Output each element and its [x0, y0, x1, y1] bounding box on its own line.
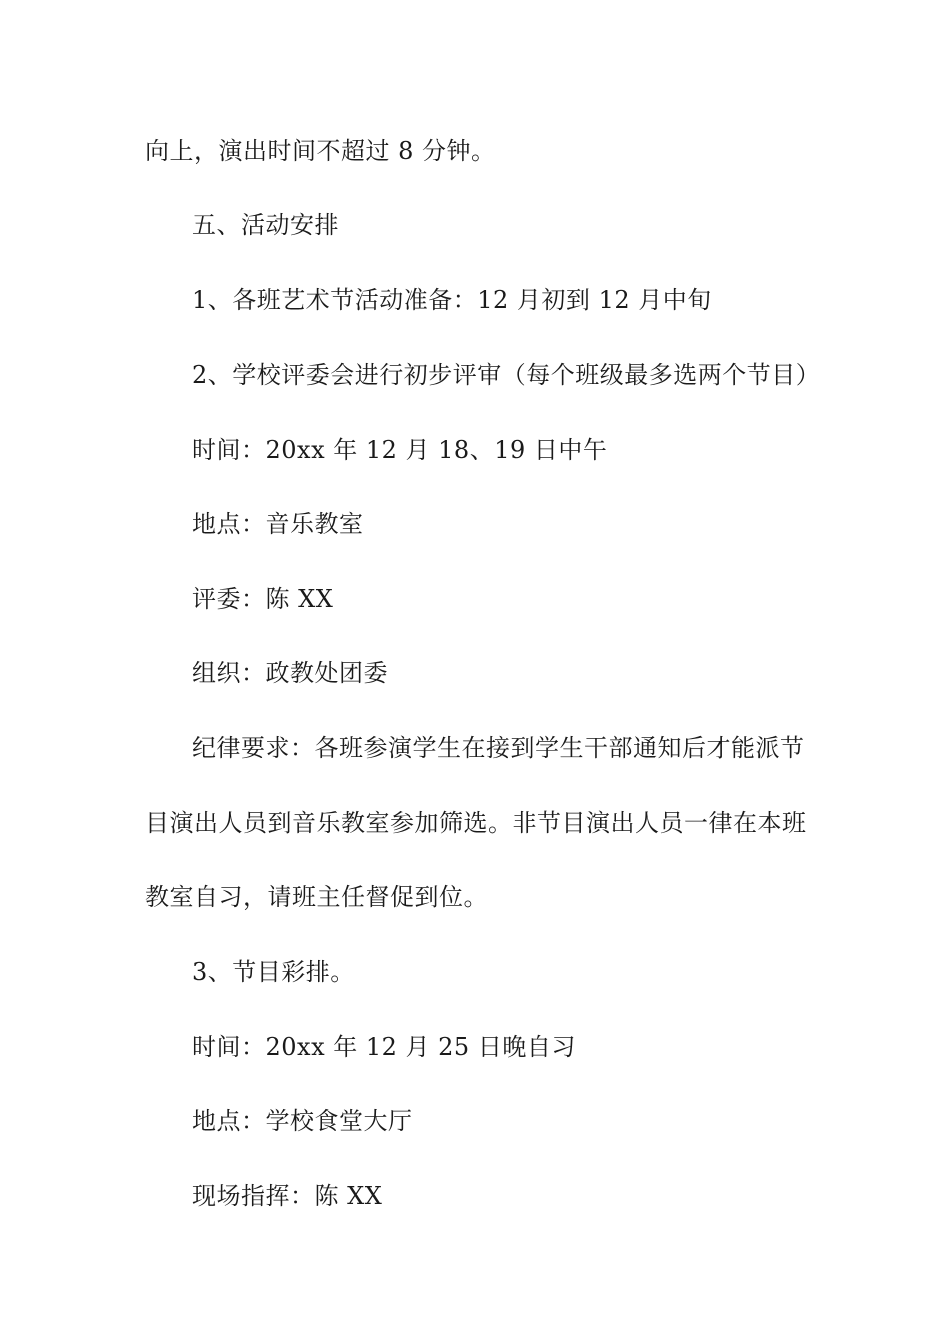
paragraph-line: 时间：20xx 年 12 月 18、19 日中午 [192, 436, 608, 464]
section-heading: 五、活动安排 [192, 211, 339, 239]
paragraph-line: 目演出人员到音乐教室参加筛选。非节目演出人员一律在本班 [145, 809, 807, 837]
paragraph-line: 纪律要求：各班参演学生在接到学生干部通知后才能派节 [192, 734, 805, 762]
paragraph-line: 地点：学校食堂大厅 [192, 1107, 413, 1135]
list-item: 2、学校评委会进行初步评审（每个班级最多选两个节目） [192, 361, 821, 389]
paragraph-line: 组织：政教处团委 [192, 659, 388, 687]
paragraph-line: 时间：20xx 年 12 月 25 日晚自习 [192, 1033, 576, 1061]
paragraph-line: 向上，演出时间不超过 8 分钟。 [145, 137, 496, 165]
list-item: 3、节目彩排。 [192, 958, 355, 986]
paragraph-line: 教室自习，请班主任督促到位。 [145, 883, 488, 911]
paragraph-line: 评委：陈 XX [192, 585, 334, 613]
paragraph-line: 现场指挥：陈 XX [192, 1182, 383, 1210]
list-item: 1、各班艺术节活动准备：12 月初到 12 月中旬 [192, 286, 712, 314]
paragraph-line: 地点：音乐教室 [192, 510, 364, 538]
